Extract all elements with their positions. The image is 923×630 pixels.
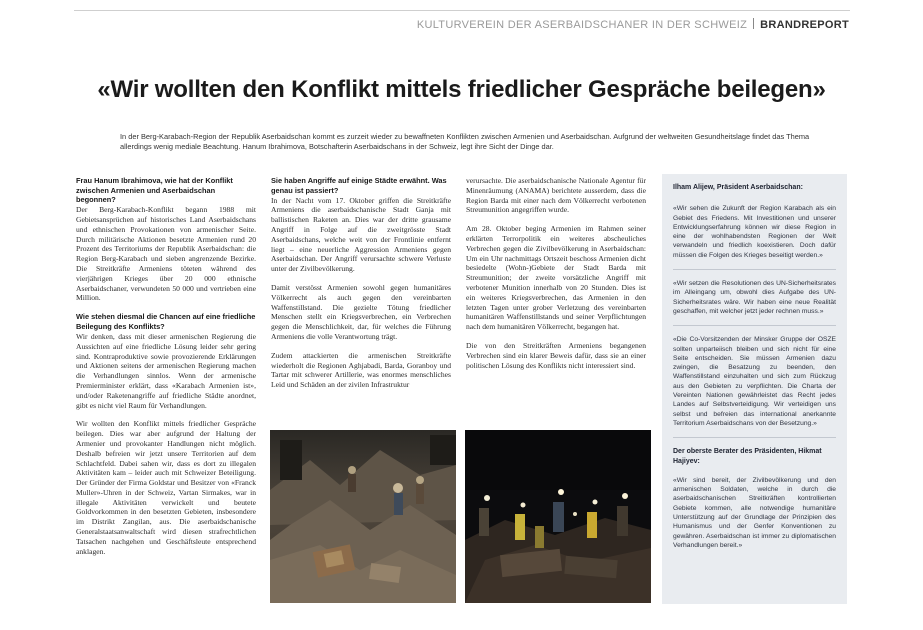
sidebar-divider — [673, 325, 836, 326]
interview-answer: Der Berg-Karabach-Konflikt begann 1988 mit Gebietsansprüchen auf historisches Land Aserbaidschans und ethnischen Provokationen von armenischer Seite. Durch militärische Aktionen besetzte Armenien rund 20 Prozent des Territoriums der Republik Aserbaidschan: die Region Berg-Karabach und sieben angrenzende Bezirke. Die Streitkräfte Armeniens töteten während des vierjährigen Krieges über 20 000 ethnische Aserbaidschaner, verwundeten 50 000 und vertrieben eine Million. — [76, 205, 256, 303]
interview-answer: Zudem attackierten die armenischen Streitkräfte wiederholt die Regionen Aghjabadi, Barda, Goranboy und Tartar mit schwerer Artillerie, was enormes menschliches Leid und Schäden an der zivilen Infrastruktur — [271, 350, 451, 390]
article-column-1 — [76, 176, 256, 565]
article-column-3 — [466, 176, 646, 379]
header-organization: KULTURVEREIN DER ASERBAIDSCHANER IN DER SCHWEIZ — [416, 19, 748, 31]
rubble-photo — [270, 430, 456, 603]
sidebar-quote: «Wir setzen die Resolutionen des UN-Sicherheitsrates im Alleingang um, obwohl dies Aufgabe des UN-Sicherheitsrates wäre. Wir haben eine neue Realität geschaffen, mit welcher jetzt jeder rechnen muss.» — [673, 280, 836, 315]
interview-answer: Damit verstösst Armenien sowohl gegen humanitäres Völkerrecht als auch gegen den vereinbarten Waffenstillstand. Die gezielte Tötung friedlicher Menschen stellt ein Kriegsverbrechen, ein Verbrechen gegen die Menschlichkeit, dar, für welches die Führung Armeniens die volle Verantwortung trägt. — [271, 283, 451, 342]
article-lead: In der Berg-Karabach-Region der Republik Aserbaidschan kommt es zurzeit wieder zu bewaffneten Konflikten zwischen Armenien und Aserbaidschan. Aufgrund der weltweiten Gesundheitslage findet das Thema allerdings wenig mediale Beachtung. Hanum Ibrahimova, Botschafterin Aserbaidschans in der Schweiz, legt ihre Sicht der Dinge dar. — [120, 132, 810, 151]
interview-answer: Wir wollten den Konflikt mittels friedlicher Gespräche beilegen. Dies war aber aufgrund der Haltung der Armenier und provokanter Handlungen nicht möglich. Deshalb befreien wir jetzt unsere Territorien auf dem Schlachtfeld. Dabei sahen wir, dass es dort zu illegalen Aktivitäten kam – leider auch mit Schweizer Beteiligung. Der Gründer der Firma Goldstar und Besitzer von «Franck Muller»-Uhren in der Schweiz, Vartan Sirmakes, war in illegale Aktivitäten verwickelt und beutete Goldvorkommen in den besetzten Gebieten, insbesondere im Distrikt Zangilan, aus. Die aserbaidschanische Generalstaatsanwaltschaft wird diesen strafrechtlichen Tatsachen nachgehen und Geschäftsleute entsprechend anklagen. — [76, 419, 256, 556]
header-brandreport-tag: BRANDREPORT — [760, 19, 849, 31]
interview-answer: Am 28. Oktober beging Armenien im Rahmen seiner erklärten Terrorpolitik ein weiteres abscheuliches Verbrechen gegen die Zivilbevölkerung in Aserbaidschan: Um ein Uhr nachmittags Ortszeit beschoss Armenien dicht besiedelte (Wohn-)Gebiete der Stadt Barda mit Streumunition; der zweite vorsätzliche Angriff mit verbotener Munition innerhalb von 20 Stunden. Dies ist ein weiteres Kriegsverbrechen, das Armenien in den letzten Tagen unter grober Verletzung des vereinbarten humanitären Waffenstillstands und seiner Verpflichtungen nach dem humanitären Völkerrecht, begangen hat. — [466, 224, 646, 332]
interview-answer: verursachte. Die aserbaidschanische Nationale Agentur für Minenräumung (ANAMA) berichtete ausserdem, dass die Region Barda mit einer nach dem Völkerrecht verbotenen Streumunition angegriffen wurde. — [466, 176, 646, 215]
sidebar-heading: Ilham Alijew, Präsident Aserbaidschan: — [673, 184, 803, 191]
article-column-2 — [271, 176, 451, 398]
quotes-sidebar — [662, 174, 847, 604]
sidebar-heading: Der oberste Berater des Präsidenten, Hikmat Hajiyev: — [673, 448, 822, 465]
sidebar-divider — [673, 437, 836, 438]
interview-question: Wie stehen diesmal die Chancen auf eine friedliche Beilegung des Konflikts? — [76, 312, 256, 331]
rescue-night-photo — [465, 430, 651, 603]
interview-question: Frau Hanum Ibrahimova, wie hat der Konflikt zwischen Armenien und Aserbaidschan begonnen? — [76, 176, 233, 205]
sidebar-quote: «Die Co-Vorsitzenden der Minsker Gruppe der OSZE sollten unparteiisch bleiben und sich nicht für eine Seite entscheiden. Sie müssen Armenien dazu zwingen, die Besatzung zu beenden, den Waffenstillstand einzuhalten und sich zum Rückzug aus den Gebieten zu verpflichten. Die Charta der Vereinten Nationen gewährleistet das Recht jedes Landes auf Selbstverteidigung. Wir verteidigen uns selbst und befreien das international anerkannte Territorium Aserbaidschans von der Besetzung.» — [673, 336, 836, 427]
interview-answer: In der Nacht vom 17. Oktober griffen die Streitkräfte Armeniens die aserbaidschanische Stadt Ganja mit ballistischen Raketen an. Dies war der dritte grausame Angriff in Folge auf die zweitgrösste Stadt Aserbaidschans, welche weit von der Frontlinie entfernt liegt – eine neuerliche Aggression Armeniens gegen Aserbaidschan. Der Angriff verursachte schwere Verluste unter der Zivilbevölkerung. — [271, 195, 451, 274]
top-divider — [74, 10, 850, 11]
interview-answer: Die von den Streitkräften Armeniens begangenen Verbrechen sind ein klarer Beweis dafür, dass sie an einer politischen Lösung des Konflikts nicht interessiert sind. — [466, 340, 646, 370]
brand-header — [417, 18, 849, 31]
sidebar-quote: «Wir sehen die Zukunft der Region Karabach als ein Gebiet des Friedens. Mit Investitionen und unserer Entwicklungserfahrung können wir diese Region in eine der wohlhabendsten Regionen der Welt verwandeln und friedlich koexistieren. Doch dafür müssen die Folgen des Krieges beseitigt werden.» — [673, 205, 836, 259]
sidebar-divider — [673, 269, 836, 270]
interview-question: Sie haben Angriffe auf einige Städte erwähnt. Was genau ist passiert? — [271, 176, 447, 195]
sidebar-quote: «Wir sind bereit, der Zivilbevölkerung und den armenischen Soldaten, welche in durch die aserbaidschanischen Streitkräften kontrollierten Gebiete kommen, alle notwendige humanitäre Unterstützung auf der Grundlage der Prinzipien des Humanismus und der Genfer Konventionen zu gewähren. Aserbaidschan ist immer zu diplomatischen Verhandlungen bereit.» — [673, 476, 836, 549]
header-separator — [753, 18, 754, 29]
interview-answer: Wir denken, dass mit dieser armenischen Regierung die Aussichten auf eine friedliche Lösung leider sehr gering sind. Kontraproduktive sowie provozierende Erklärungen und Aktionen seitens der armenischen Regierung machen die Verhandlungen sinnlos. Wenn der armenische Premierminister erklärt, dass «Karabach Armenien ist», und/oder Raketenangriffe auf friedliche Städte anordnet, gibt es nicht viel Raum für Verhandlungen. — [76, 331, 256, 410]
article-title: «Wir wollten den Konflikt mittels friedlicher Gespräche beilegen» — [97, 76, 826, 103]
